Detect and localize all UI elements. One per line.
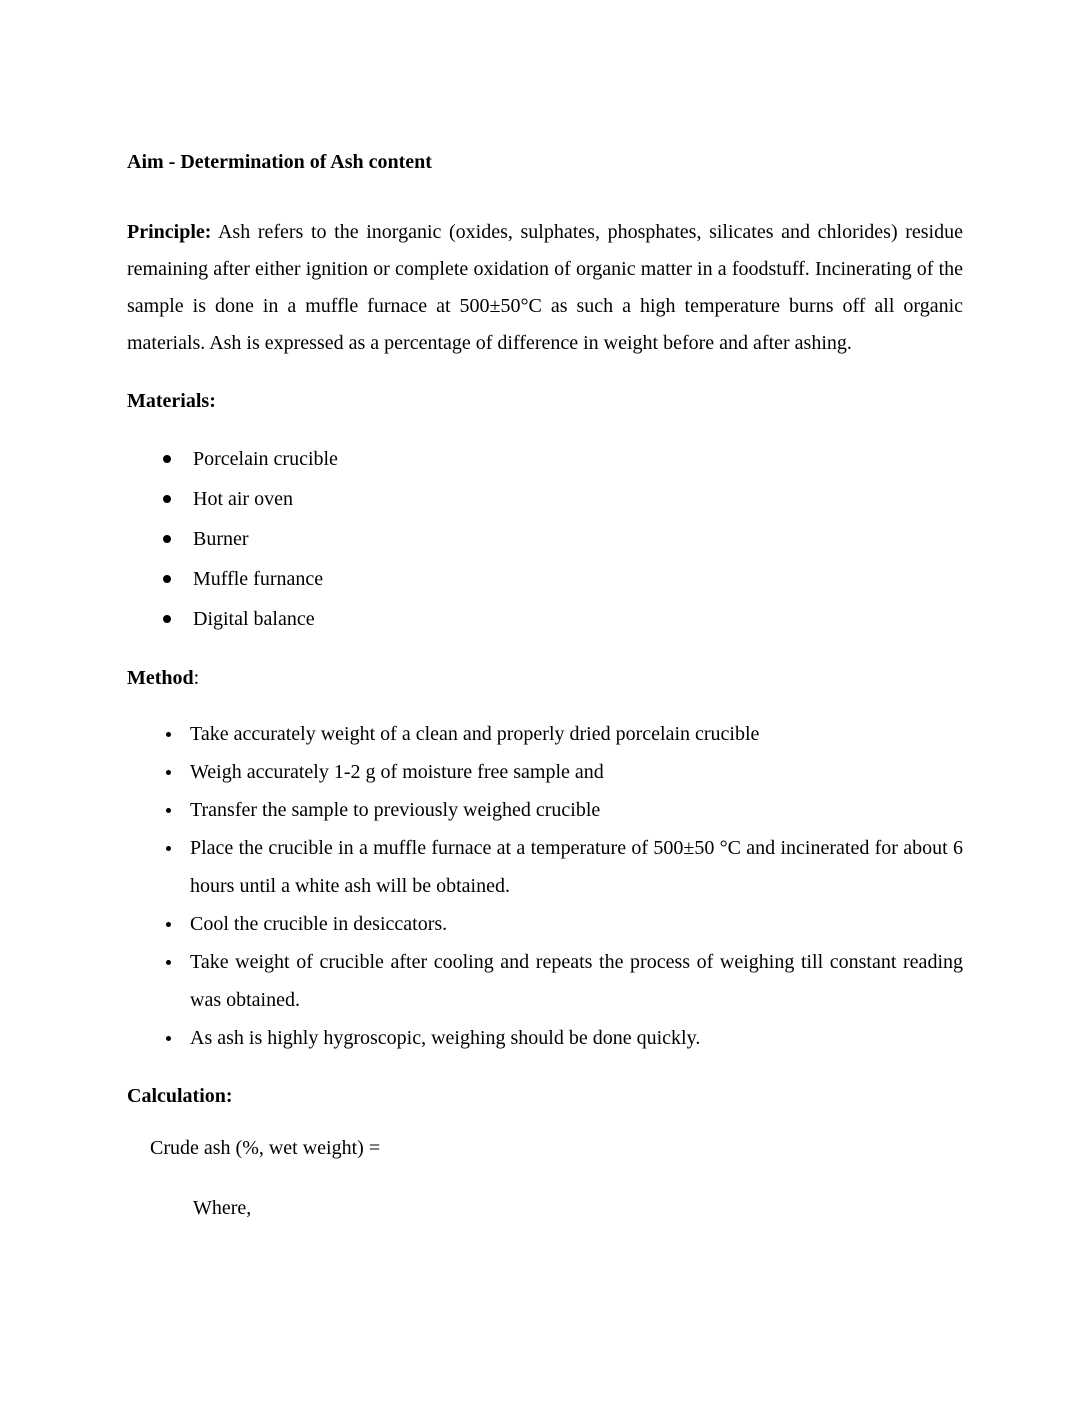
- method-heading-label: Method: [127, 667, 194, 689]
- list-item: Weigh accurately 1-2 g of moisture free sample and: [127, 753, 963, 791]
- method-heading-colon: :: [193, 667, 200, 689]
- principle-paragraph: [127, 214, 963, 362]
- calculation-where: Where,: [193, 1197, 252, 1219]
- materials-heading: Materials:: [127, 390, 216, 412]
- list-item: Cool the crucible in desiccators.: [127, 905, 963, 943]
- document-title: Aim - Determination of Ash content: [127, 151, 432, 173]
- list-item: Hot air oven: [127, 479, 963, 519]
- calculation-heading: Calculation:: [127, 1085, 233, 1107]
- list-item: Place the crucible in a muffle furnace at a temperature of 500±50 °C and incinerated for about 6 hours until a white ash will be obtained.: [127, 829, 963, 905]
- materials-list: [127, 439, 963, 639]
- list-item: Take weight of crucible after cooling and repeats the process of weighing till constant reading was obtained.: [127, 943, 963, 1019]
- list-item: As ash is highly hygroscopic, weighing should be done quickly.: [127, 1019, 963, 1057]
- calculation-formula: Crude ash (%, wet weight) =: [150, 1137, 381, 1159]
- list-item: Transfer the sample to previously weighed crucible: [127, 791, 963, 829]
- document-content: [127, 150, 963, 1220]
- method-list: [127, 715, 963, 1057]
- list-item: Porcelain crucible: [127, 439, 963, 479]
- list-item: Digital balance: [127, 599, 963, 639]
- principle-label: Principle:: [127, 221, 212, 243]
- list-item: Muffle furnance: [127, 559, 963, 599]
- method-heading: [127, 666, 963, 690]
- list-item: Take accurately weight of a clean and properly dried porcelain crucible: [127, 715, 963, 753]
- principle-text: Ash refers to the inorganic (oxides, sulphates, phosphates, silicates and chlorides) residue remaining after either ignition or complete oxidation of organic matter in a foodstuff. Incinerating of the sample is done in a muffle furnace at 500±50°C as such a high temperature burns off all organic materials. Ash is expressed as a percentage of difference in weight before and after ashing.: [127, 221, 963, 354]
- list-item: Burner: [127, 519, 963, 559]
